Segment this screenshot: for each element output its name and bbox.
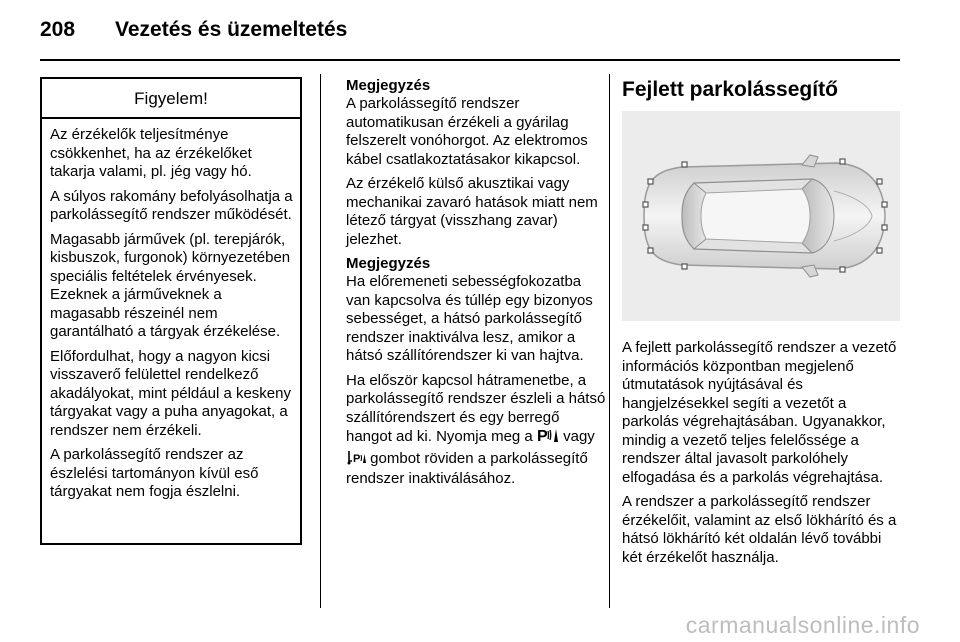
column-separator [609, 74, 610, 608]
para-text: vagy [563, 428, 595, 445]
page-number: 208 [40, 18, 76, 41]
warning-body [42, 119, 300, 502]
warning-paragraph: Az érzékelők teljesítménye csökkenhet, ha az érzékelőket takarja valami, pl. jég vagy hó. [50, 126, 252, 180]
warning-box [40, 77, 302, 545]
column-2 [346, 77, 608, 495]
warning-title: Figyelem! [42, 79, 300, 119]
watermark: carmanualsonline.info [685, 612, 920, 638]
page-title: Vezetés és üzemeltetés [115, 18, 348, 41]
section-title: Fejlett parkolássegítő [622, 78, 838, 101]
warning-paragraph: A parkolássegítő rendszer az észlelési tartományon kívül eső tárgyakat nem fogja észlelni. [50, 446, 259, 500]
note-text: Ha előremeneti sebességfokozatba van kapcsolva és túllép egy bizonyos sebességet, a hátsó parkolássegítő rendszer inaktiválva lesz, amikor a hátsó szállítórendszer ki van hajtva. [346, 273, 593, 364]
para-text: gombot röviden a parkolássegítő rendszer inaktiválásához. [346, 449, 588, 487]
para-text: Ha először kapcsol hátramenetbe, a parkolássegítő rendszer észleli a hátsó szállítórendszert és egy berregő hangot ad ki. Nyomja meg a [346, 371, 606, 445]
section-text [622, 339, 902, 567]
column-separator [320, 74, 321, 608]
body-paragraph [346, 372, 608, 489]
park-assist-button-icon [537, 427, 559, 449]
car-illustration [622, 111, 900, 321]
warning-paragraph: A súlyos rakomány befolyásolhatja a parkolássegítő rendszer működését. [50, 187, 293, 223]
header-rule [40, 59, 900, 61]
body-paragraph: A fejlett parkolássegítő rendszer a vezető információs központban megjelenő útmutatások nyújtásával és hangjelzésekkel segíti a vezetőt a parkolás végrehajtásában. Ugyanakkor, mindig a vezető teljes felelőssége a rendszer által javasolt parkolóhely elfogadása és a parkolás végrehajtása. [622, 339, 897, 486]
column-3 [622, 77, 902, 573]
car-top-view-icon [622, 111, 900, 321]
note-heading: Megjegyzés [346, 77, 431, 94]
note-text: A parkolássegítő rendszer automatikusan érzékeli a gyárilag felszerelt vonóhorgot. Az elektromos kábel csatlakoztatásakor kikapcsol. [346, 95, 588, 168]
rear-carrier-button-icon [346, 449, 366, 471]
svg-text:P: P [536, 428, 548, 443]
svg-text:P: P [353, 452, 361, 465]
warning-paragraph: Magasabb járművek (pl. terepjárók, kisbuszok, furgonok) környezetében speciális feltételek érvényesek. Ezeknek a járműveknek a magasabb részeinél nem garantálható a tárgyak érzékelése. [50, 230, 291, 340]
body-paragraph: A rendszer a parkolássegítő rendszer érzékelőit, valamint az első lökhárító és a hátsó lökhárító két oldalán lévő további két érzékelőt használja. [622, 493, 897, 566]
warning-paragraph: Előfordulhat, hogy a nagyon kicsi visszaverő felülettel rendelkező akadályokat, mint például a keskeny tárgyakat vagy a puha anyagokat, a rendszer nem érzékeli. [50, 347, 291, 439]
body-paragraph: Az érzékelő külső akusztikai vagy mechanikai zavaró hatások miatt nem létező tárgyat (visszhang zavar) jelezhet. [346, 175, 598, 248]
note-heading: Megjegyzés [346, 255, 431, 272]
